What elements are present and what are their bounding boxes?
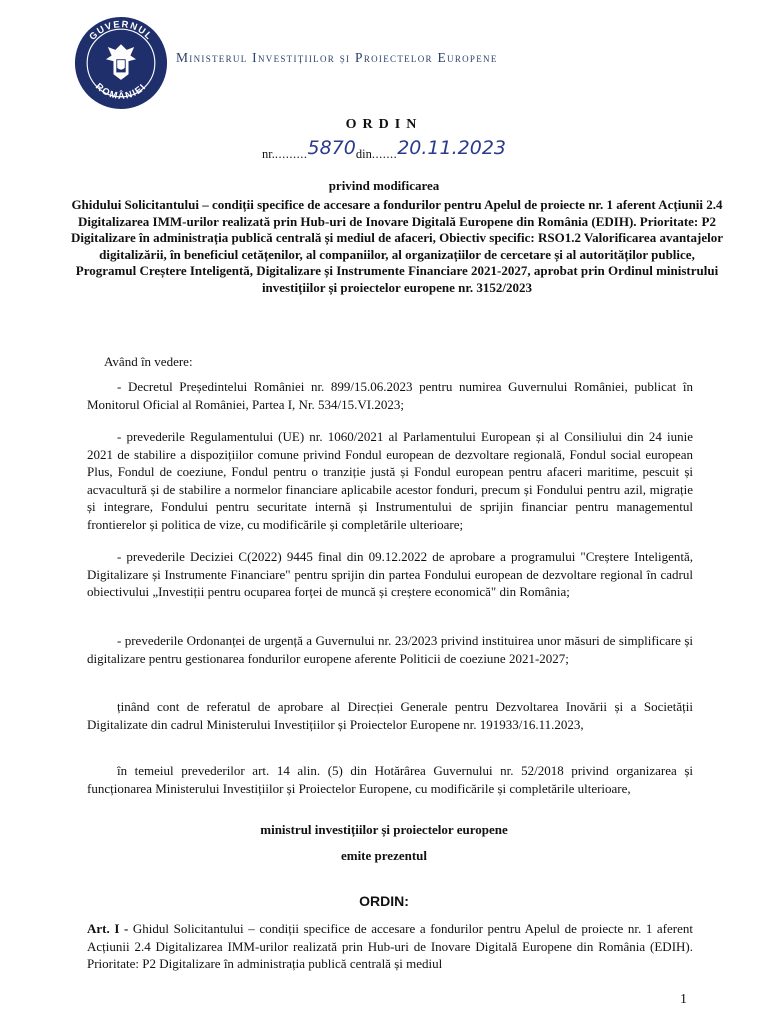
dots-2: .......	[371, 147, 398, 161]
issuer-line: ministrul investițiilor și proiectelor europene	[260, 822, 508, 837]
privind-line: privind modificarea	[328, 178, 440, 193]
article-text: Ghidul Solicitantului – condiții specifice de accesare a fondurilor pentru Apelul de proiecte nr. 1 aferent Acțiunii 2.4 Digitalizarea IMM-urilor realizată prin Hub-uri de Inovare Digitală Europene din România (EDIH). Prioritate: P2 Digitalizare în administrația publică centrală și mediul	[87, 921, 693, 972]
romanian-government-seal-icon	[74, 16, 168, 110]
page-number: 1	[680, 992, 687, 1007]
paragraph-text: - prevederile Regulamentului (UE) nr. 1060/2021 al Parlamentului European și al Consiliului din 24 iunie 2021 de stabilire a dispozițiilor comune privind Fondul european de dezvoltare regională, Fondul social european Plus, Fondul de coeziune, Fondul pentru o tranziție justă și Fondul european pentru afaceri maritime, pescuit și acvacultură și de stabilire a normelor financiare aplicabile acestor fonduri, precum și Fondului pentru azil, migrație și integrare, Fondului pentru securitate internă și Instrumentului de sprijin financiar pentru managementul frontierelor și politica de vize, cu modificările și completările ulterioare;	[87, 429, 693, 532]
paragraph-text: - prevederile Deciziei C(2022) 9445 final din 09.12.2022 de aprobare a programului "Creștere Inteligentă, Digitalizare și Instrumente Financiare" pentru sprijin din partea Fondului european de dezvoltare regional în cadrul obiectivului „Investiții pentru ocuparea forței de muncă și creștere economică" din România;	[87, 549, 693, 600]
order-subject: Ghidului Solicitantului – condiții specifice de accesare a fondurilor pentru Apelul de proiecte nr. 1 aferent Acțiunii 2.4 Digitalizarea IMM-urilor realizată prin Hub-uri de Inovare Digitală Europene din România (EDIH). Prioritate: P2 Digitalizare în administrația publică centrală și mediul de afaceri, Obiectiv specific: RSO1.2 Valorificarea avantajelor digitalizării, în beneficiul cetățenilor, al companiilor, al organizațiilor de cercetare și al autorităților publice, Programul Creștere Inteligentă, Digitalizare și Instrumente Financiare 2021-2027, aprobat prin Ordinul ministrului investițiilor și proiectelor europene nr. 3152/2023	[71, 197, 723, 295]
article-label: Art. I -	[87, 921, 129, 936]
preamble-intro: Având în vedere:	[104, 354, 193, 369]
preamble-paragraph	[87, 632, 693, 667]
order-number-line	[0, 137, 768, 163]
svg-text:ROMÂNIEI: ROMÂNIEI	[93, 80, 149, 101]
nr-label: nr.	[262, 147, 275, 161]
ministry-name: Ministerul Investițiilor și Proiectelor Europene	[176, 50, 498, 65]
preamble-paragraph	[87, 378, 693, 413]
paragraph-text: ținând cont de referatul de aprobare al Direcției Generale pentru Dezvoltarea Inovării și a Societății Digitalizate din cadrul Ministerului Investițiilor și Proiectelor Europene nr. 191933/16.11.2023,	[87, 699, 693, 732]
ordin-heading: ORDIN:	[359, 893, 409, 909]
preamble-paragraph	[87, 762, 693, 797]
din-label: din	[355, 147, 372, 161]
dots-1: .........	[274, 147, 308, 161]
paragraph-text: în temeiul prevederilor art. 14 alin. (5) din Hotărârea Guvernului nr. 52/2018 privind organizarea și funcționarea Ministerului Investițiilor și Proiectelor Europene, cu modificările și completările ulterioare,	[87, 763, 693, 796]
preamble-paragraph	[87, 428, 693, 534]
paragraph-text: - prevederile Ordonanței de urgență a Guvernului nr. 23/2023 privind instituirea unor măsuri de simplificare și digitalizare pentru gestionarea fondurilor europene aferente Politicii de coeziune 2021-2027;	[87, 633, 693, 666]
svg-text:GUVERNUL: GUVERNUL	[86, 18, 156, 42]
document-type-title: ORDIN	[345, 117, 423, 132]
preamble-paragraph	[87, 548, 693, 601]
order-number-handwritten: 5870	[307, 137, 356, 159]
preamble-paragraph	[87, 698, 693, 733]
emits-line: emite prezentul	[340, 848, 428, 863]
order-date-handwritten: 20.11.2023	[397, 137, 506, 159]
article-1	[87, 920, 693, 973]
paragraph-text: - Decretul Președintelui României nr. 899/15.06.2023 pentru numirea Guvernului României, publicat în Monitorul Oficial al României, Partea I, Nr. 534/15.VI.2023;	[87, 379, 693, 412]
